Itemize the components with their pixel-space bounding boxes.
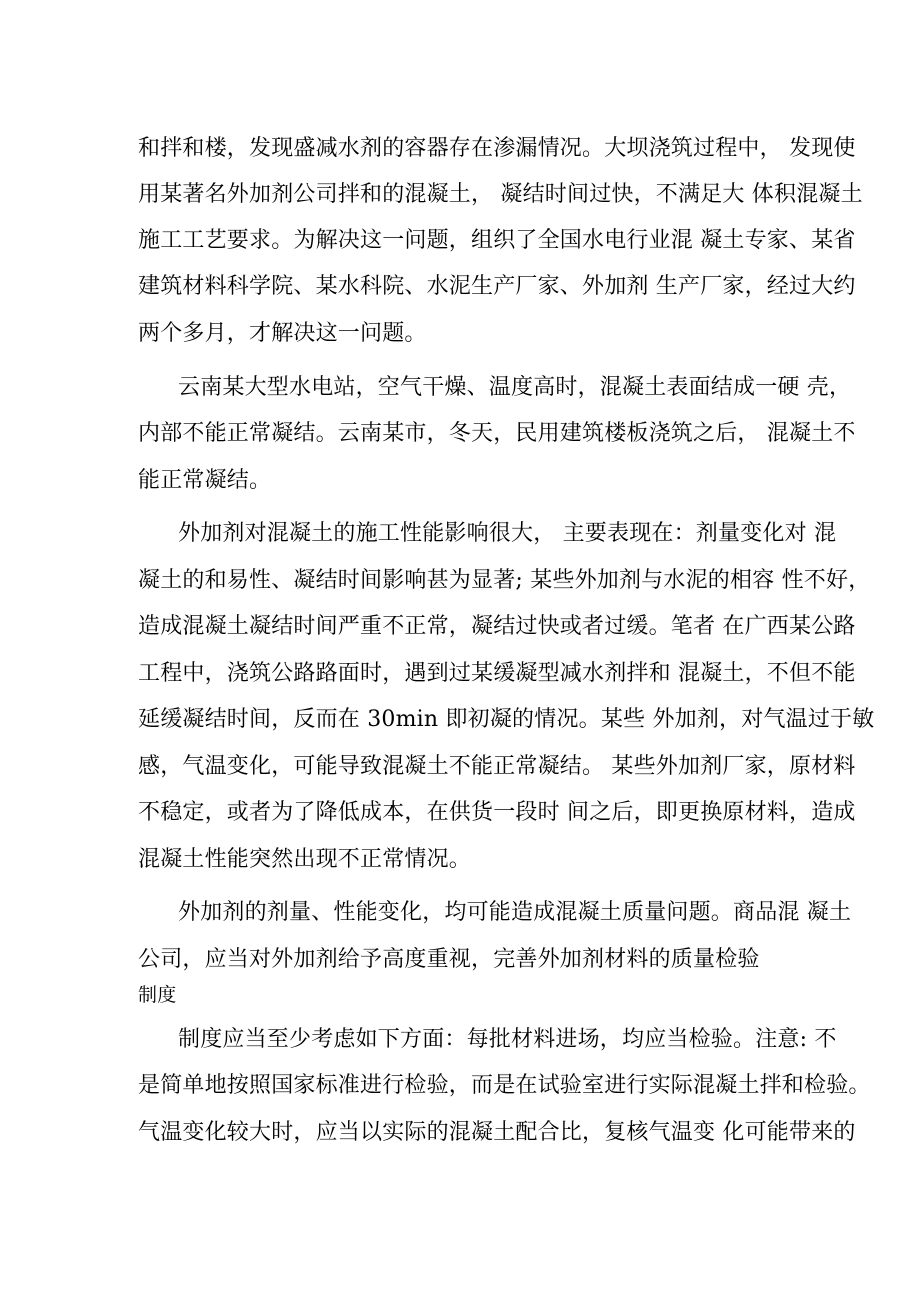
text-line: 制度应当至少考虑如下方面：每批材料进场，均应当检验。注意: 不 [178, 1027, 837, 1052]
text-line: 凝土的和易性、凝结时间影响甚为显著; 某些外加剂与水泥的相容 性不好， [138, 568, 871, 593]
text-line: 外加剂对混凝土的施工性能影响很大， 主要表现在：剂量变化对 混 [178, 521, 837, 546]
text-line: 不稳定，或者为了降低成本，在供货一段时 间之后，即更换原材料，造成 [138, 800, 856, 825]
text-line: 是简单地按照国家标准进行检验，而是在试验室进行实际混凝土拌和检验。 [138, 1073, 871, 1098]
text-line: 造成混凝土凝结时间严重不正常，凝结过快或者过缓。笔者 在广西某公路 [138, 614, 856, 639]
text-line: 用某著名外加剂公司拌和的混凝土， 凝结时间过快，不满足大 体积混凝土 [138, 182, 863, 207]
text-line: 制度 [138, 984, 177, 1006]
text-line: 和拌和楼，发现盛减水剂的容器存在渗漏情况。大坝浇筑过程中， 发现使 [138, 136, 856, 161]
text-line: 延缓凝结时间，反而在 30min 即初凝的情况。某些 外加剂，对气温过于敏 [138, 707, 875, 732]
text-line: 能正常凝结。 [138, 468, 272, 493]
text-line: 两个多月，才解决这一问题。 [138, 321, 427, 346]
text-line: 工程中，浇筑公路路面时，遇到过某缓凝型减水剂拌和 混凝土，不但不能 [138, 661, 856, 686]
text-line: 气温变化较大时，应当以实际的混凝土配合比，复核气温变 化可能带来的 [138, 1120, 856, 1145]
text-line: 云南某大型水电站，空气干燥、温度高时，混凝土表面结成一硬 壳， [178, 375, 852, 400]
text-line: 混凝土性能突然出现不正常情况。 [138, 847, 472, 872]
text-line: 施工工艺要求。为解决这一问题，组织了全国水电行业混 凝土专家、某省 [138, 228, 856, 253]
text-line: 内部不能正常凝结。云南某市，冬天，民用建筑楼板浇筑之后， 混凝土不 [138, 421, 856, 446]
text-line: 公司，应当对外加剂给予高度重视，完善外加剂材料的质量检验 [138, 947, 760, 972]
text-line: 感，气温变化，可能导致混凝土不能正常凝结。 某些外加剂厂家，原材料 [138, 754, 856, 779]
text-line: 外加剂的剂量、性能变化，均可能造成混凝土质量问题。商品混 凝土 [178, 900, 852, 925]
text-line: 建筑材料科学院、某水科院、水泥生产厂家、外加剂 生产厂家，经过大约 [138, 274, 856, 299]
